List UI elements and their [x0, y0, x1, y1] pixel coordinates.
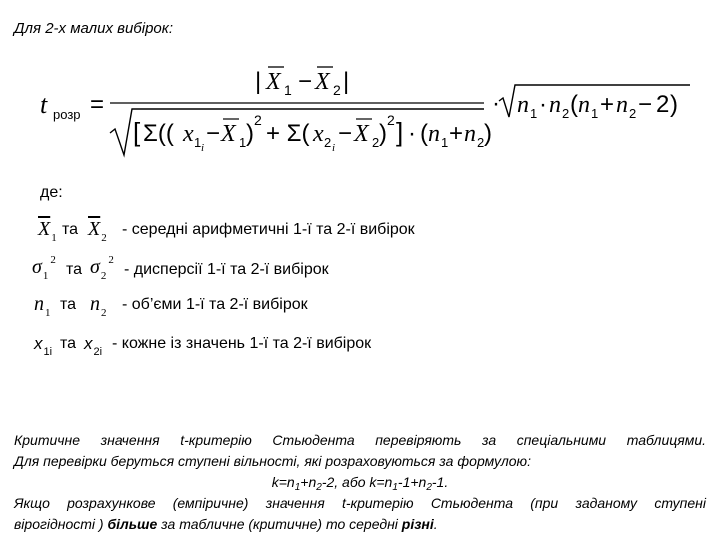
svg-text:i: i	[201, 142, 205, 154]
svg-text:): )	[379, 120, 387, 147]
svg-text:X: X	[354, 121, 369, 147]
svg-text:−: −	[338, 120, 353, 147]
svg-text:1: 1	[194, 135, 202, 150]
svg-text:(: (	[570, 91, 578, 118]
svg-text:): )	[246, 120, 254, 147]
svg-text:n: n	[616, 92, 628, 118]
svg-text:X: X	[266, 69, 281, 95]
paragraph-degrees-of-freedom: Для перевірки беруться ступені вільності, які розраховуються за формулою:	[14, 453, 531, 469]
equals-sign: =	[90, 91, 105, 118]
symbol-x1-mean: $\overline{X}_1$	[38, 218, 57, 244]
legend-row-means	[32, 218, 712, 246]
svg-text:+: +	[600, 91, 615, 118]
svg-text:+ Σ(: + Σ(	[266, 120, 310, 147]
svg-text:(: (	[420, 120, 428, 147]
svg-text:2: 2	[324, 135, 332, 150]
svg-text:[: [	[133, 117, 141, 147]
svg-text:−: −	[638, 91, 653, 118]
svg-text:1: 1	[239, 135, 247, 150]
desc-means: - середні арифметичні 1-ї та 2-ї вибірок	[122, 221, 415, 238]
svg-text:2: 2	[562, 106, 570, 121]
svg-text:2: 2	[387, 112, 395, 128]
multiplier-radical	[499, 85, 690, 121]
paragraph-critical-value: Критичне значення t-критерію Стьюдента перевіряють за спеціальними таблицями.	[14, 432, 706, 448]
denominator-radical	[110, 109, 484, 155]
svg-text:): )	[484, 120, 492, 147]
svg-text:i: i	[332, 142, 336, 154]
symbol-x2-mean: $\overline{X}_2$	[88, 218, 107, 244]
svg-text:·: ·	[539, 91, 547, 118]
symbol-sigma2: $\sigma_2^2$	[90, 254, 114, 282]
numerator	[255, 67, 349, 98]
desc-values: - кожне із значень 1-ї та 2-ї вибірок	[112, 335, 372, 352]
conj-ta: та	[60, 296, 77, 313]
svg-text:2: 2	[372, 135, 380, 150]
legend-row-variances	[32, 256, 712, 284]
svg-text:n: n	[578, 92, 590, 118]
svg-text:1: 1	[591, 106, 599, 121]
symbol-n1: $n_1$	[34, 293, 51, 319]
svg-text:−: −	[206, 120, 221, 147]
conj-ta: та	[60, 335, 77, 352]
svg-text:): )	[670, 91, 678, 118]
legend-row-sizes	[32, 293, 712, 321]
svg-text:n: n	[549, 92, 561, 118]
svg-text:−: −	[298, 68, 313, 95]
lhs-t: t	[40, 90, 48, 119]
symbol-n2: $n_2$	[90, 293, 107, 319]
formula-svg	[40, 55, 700, 165]
svg-text:Σ((: Σ((	[143, 120, 174, 147]
section-heading: Для 2-х малих вибірок:	[14, 20, 174, 37]
svg-text:+: +	[449, 120, 464, 147]
svg-text:x: x	[313, 121, 324, 147]
conj-ta: та	[62, 221, 79, 238]
legend-row-values	[32, 332, 712, 360]
svg-text:n: n	[428, 121, 440, 147]
svg-text:2: 2	[333, 82, 341, 98]
symbol-x2i: $x_{2i}$	[84, 334, 103, 358]
svg-text:n: n	[517, 92, 529, 118]
degrees-of-freedom-formula: $k=n_1+n_2-2$, або $k=n_1-1+n_2-1$.	[271, 474, 449, 493]
svg-text:2: 2	[629, 106, 637, 121]
svg-text:X: X	[315, 69, 330, 95]
desc-variances: - дисперсії 1-ї та 2-ї вибірок	[124, 261, 329, 278]
svg-text:1: 1	[284, 82, 292, 98]
svg-text:X: X	[221, 121, 236, 147]
svg-text:n: n	[464, 121, 476, 147]
svg-text:2: 2	[656, 91, 670, 118]
paragraph-decision-rule: Якщо розрахункове (емпіричне) значення t-критерію Стьюдента (при заданому ступені	[14, 495, 706, 511]
t-statistic-formula	[40, 55, 700, 165]
svg-text:2: 2	[254, 112, 262, 128]
desc-sizes: - об’єми 1-ї та 2-ї вибірок	[122, 296, 308, 313]
symbol-sigma1: $\sigma_1^2$	[32, 254, 56, 282]
svg-text:|: |	[343, 68, 350, 95]
lhs-subscript: розр	[53, 107, 81, 122]
svg-text:x: x	[183, 121, 194, 147]
conj-ta: та	[66, 261, 83, 278]
svg-text:2: 2	[477, 135, 485, 150]
svg-text:·: ·	[408, 120, 416, 147]
svg-text:]: ]	[396, 117, 404, 147]
legend-title: де:	[40, 184, 63, 201]
svg-text:1: 1	[530, 106, 538, 121]
svg-text:1: 1	[441, 135, 449, 150]
svg-text:|: |	[255, 68, 262, 95]
paragraph-decision-rule-end: вірогідності ) більше за табличне (критичне) то середні різні.	[14, 516, 438, 532]
multiply-dot: ·	[492, 90, 500, 117]
symbol-x1i: $x_{1i}$	[34, 334, 53, 358]
